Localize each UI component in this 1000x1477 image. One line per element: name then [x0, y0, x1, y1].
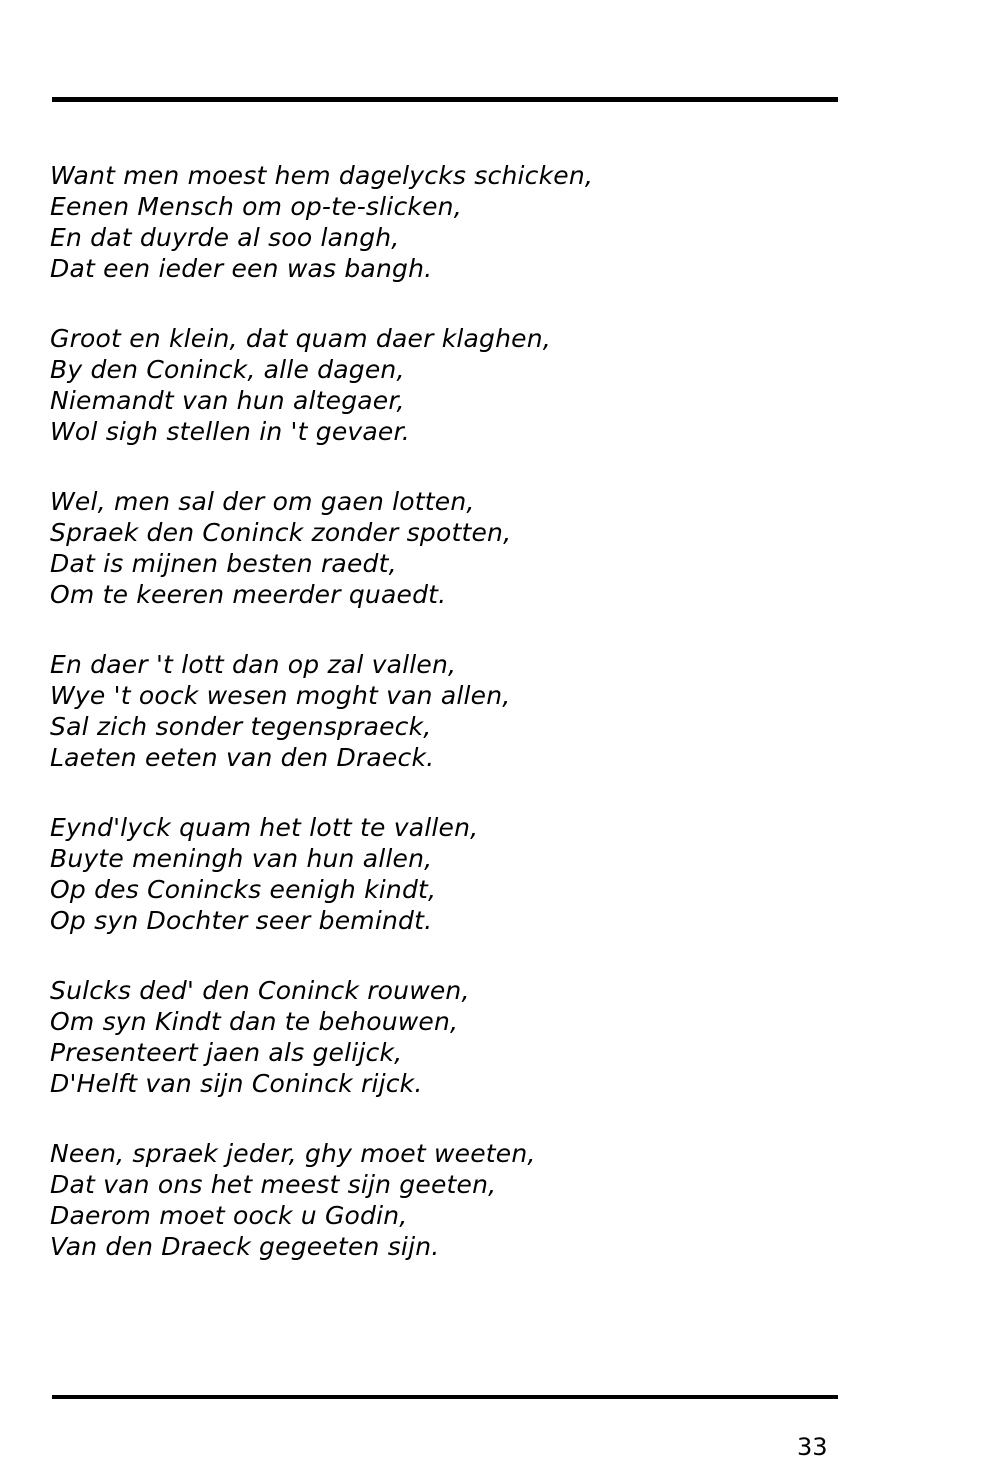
stanza	[50, 649, 850, 812]
stanza	[50, 323, 850, 486]
verse-line: Om syn Kindt dan te behouwen,	[50, 1007, 459, 1036]
verse-line: Op syn Dochter seer bemindt.	[50, 906, 433, 935]
verse-line: Laeten eeten van den Draeck.	[50, 743, 435, 772]
page-number: 33	[797, 1433, 828, 1461]
verse-line: En daer 't lott dan op zal vallen,	[50, 650, 457, 679]
verse-line: Om te keeren meerder quaedt.	[50, 580, 447, 609]
poem	[50, 160, 850, 1301]
verse-line: Op des Conincks eenigh kindt,	[50, 875, 437, 904]
stanza	[50, 975, 850, 1138]
verse-line: Wye 't oock wesen moght van allen,	[50, 681, 511, 710]
top-rule	[52, 97, 838, 102]
verse-line: Eynd'lyck quam het lott te vallen,	[50, 813, 479, 842]
verse-line: Dat een ieder een was bangh.	[50, 254, 433, 283]
verse-line: Daerom moet oock u Godin,	[50, 1201, 408, 1230]
stanza	[50, 486, 850, 649]
verse-line: Presenteert jaen als gelijck,	[50, 1038, 403, 1067]
verse-line: D'Helft van sijn Coninck rijck.	[50, 1069, 423, 1098]
verse-line: Niemandt van hun altegaer,	[50, 386, 405, 415]
verse-line: Van den Draeck gegeeten sijn.	[50, 1232, 440, 1261]
verse-line: Wol sigh stellen in 't gevaer.	[50, 417, 410, 446]
verse-line: Want men moest hem dagelycks schicken,	[50, 161, 594, 190]
verse-line: Dat van ons het meest sijn geeten,	[50, 1170, 497, 1199]
verse-line: Wel, men sal der om gaen lotten,	[50, 487, 475, 516]
stanza	[50, 812, 850, 975]
bottom-rule	[52, 1395, 838, 1399]
stanza	[50, 160, 850, 323]
verse-line: Eenen Mensch om op-te-slicken,	[50, 192, 462, 221]
verse-line: By den Coninck, alle dagen,	[50, 355, 405, 384]
verse-line: Neen, spraek jeder, ghy moet weeten,	[50, 1139, 536, 1168]
verse-line: Groot en klein, dat quam daer klaghen,	[50, 324, 551, 353]
verse-line: Sal zich sonder tegenspraeck,	[50, 712, 432, 741]
verse-line: Sulcks ded' den Coninck rouwen,	[50, 976, 470, 1005]
verse-line: Buyte meningh van hun allen,	[50, 844, 433, 873]
verse-line: En dat duyrde al soo langh,	[50, 223, 400, 252]
stanza	[50, 1138, 850, 1301]
verse-line: Dat is mijnen besten raedt,	[50, 549, 397, 578]
verse-line: Spraek den Coninck zonder spotten,	[50, 518, 512, 547]
